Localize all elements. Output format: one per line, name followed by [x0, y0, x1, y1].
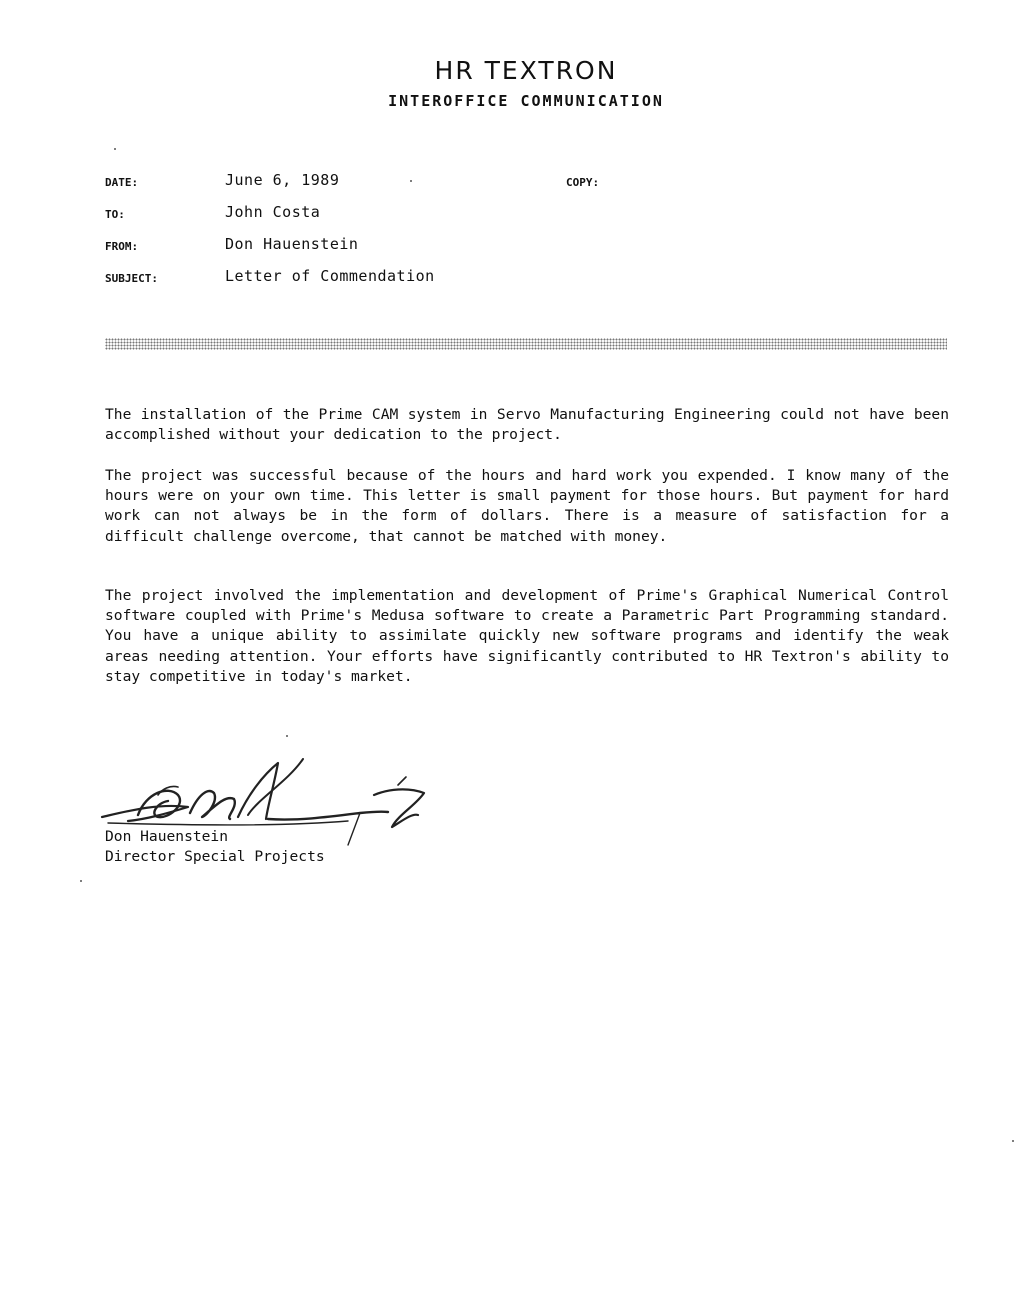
company-name: HR TEXTRON [434, 56, 618, 85]
scan-speck [114, 148, 116, 150]
from-value: Don Hauenstein [225, 235, 359, 253]
signer-title: Director Special Projects [105, 848, 325, 865]
signer-name: Don Hauenstein [105, 828, 229, 845]
scan-speck [286, 735, 288, 737]
date-label: DATE: [105, 176, 139, 189]
from-label: FROM: [105, 240, 139, 253]
scan-speck [1012, 1140, 1014, 1142]
date-value: June 6, 1989 [225, 171, 340, 189]
body-paragraph-2: The project was successful because of the hours and hard work you expended. I know many of the hours were on your own time. This letter is small payment for those hours. But payment for hard work can not always be in the form of dollars. There is a measure of satisfaction for a difficult challenge overcome, that cannot be matched with money. [105, 467, 949, 545]
dotted-separator [105, 338, 947, 350]
body-paragraph-3: The project involved the implementation and development of Prime's Graphical Numerical Control software coupled with Prime's Medusa software to create a Parametric Part Programming standard. You have a unique ability to assimilate quickly new software programs and identify the weak areas needing attention. Your efforts have significantly contributed to HR Textron's ability to stay competitive in today's market. [105, 587, 949, 685]
scan-speck [80, 880, 82, 882]
body-paragraph-1: The installation of the Prime CAM system in Servo Manufacturing Engineering could not have been accomplished without your dedication to the project. [105, 406, 949, 444]
to-value: John Costa [225, 203, 321, 221]
scan-speck [410, 180, 412, 182]
memo-type-heading: INTEROFFICE COMMUNICATION [388, 92, 664, 110]
copy-label: COPY: [566, 176, 600, 189]
subject-value: Letter of Commendation [225, 267, 435, 285]
subject-label: SUBJECT: [105, 272, 158, 285]
to-label: TO: [105, 208, 125, 221]
